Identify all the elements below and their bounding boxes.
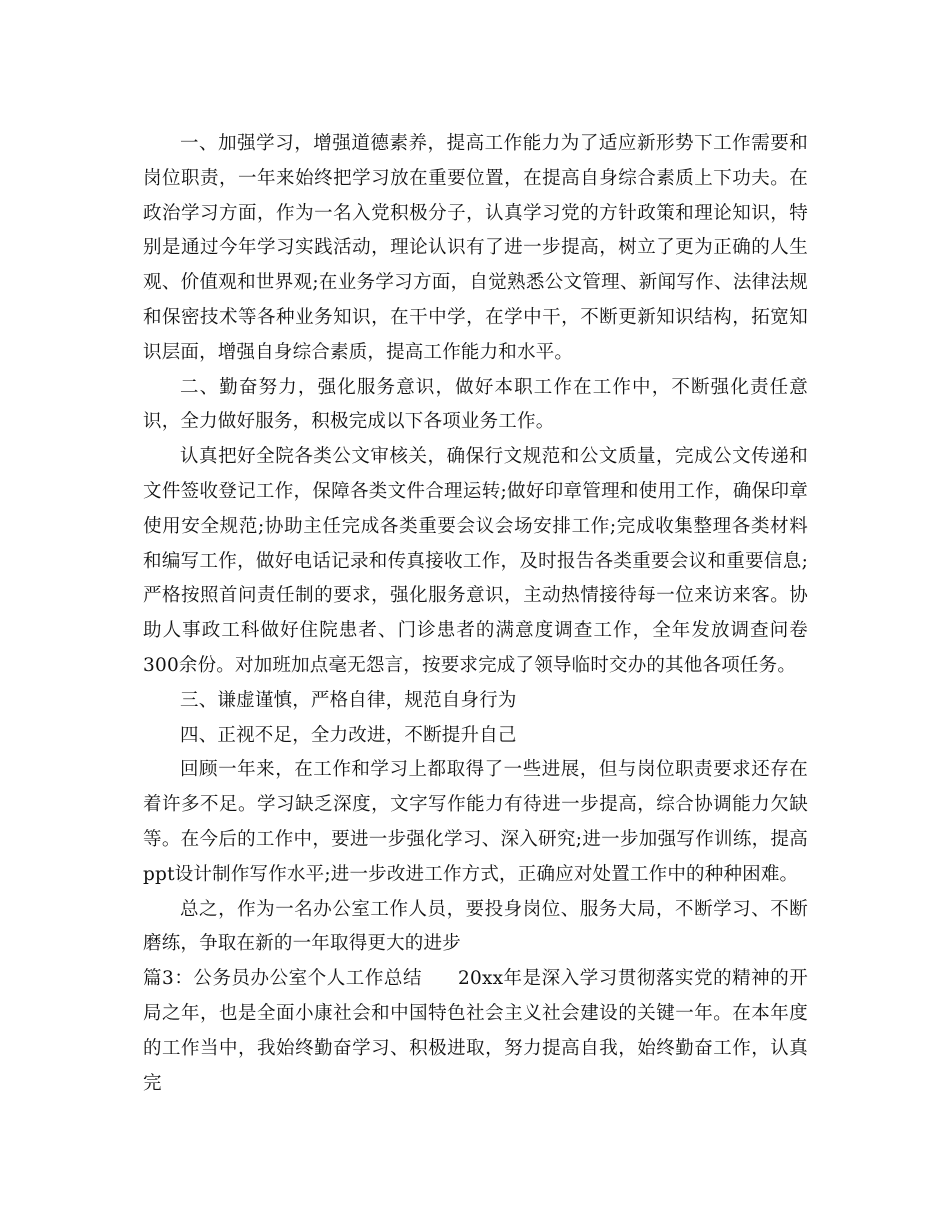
paragraph-8 — [143, 962, 808, 1101]
paragraph-6: 回顾一年来，在工作和学习上都取得了一些进展，但与岗位职责要求还存在着许多不足。学习缺乏深度，文字写作能力有待进一步提高，综合协调能力欠缺等。在今后的工作中，要进一步强化学习、深入研究;进一步加强写作训练，提高ppt设计制作写作水平;进一步改进工作方式，正确应对处置工作中的种种困难。 — [143, 759, 808, 885]
paragraph-2: 二、勤奋努力，强化服务意识，做好本职工作在工作中，不断强化责任意识，全力做好服务，积极完成以下各项业务工作。 — [143, 376, 808, 433]
paragraph-1: 一、加强学习，增强道德素养，提高工作能力为了适应新形势下工作需要和岗位职责，一年来始终把学习放在重要位置，在提高自身综合素质上下功夫。在政治学习方面，作为一名入党积极分子，认真学习党的方针政策和理论知识，特别是通过今年学习实践活动，理论认识有了进一步提高，树立了更为正确的人生观、价值观和世界观;在业务学习方面，自觉熟悉公文管理、新闻写作、法律法规和保密技术等各种业务知识，在干中学，在学中干，不断更新知识结构，拓宽知识层面，增强自身综合素质，提高工作能力和水平。 — [143, 133, 808, 363]
document-body — [143, 127, 808, 1101]
paragraph-7: 总之，作为一名办公室工作人员，要投身岗位、服务大局，不断学习、不断磨练，争取在新的一年取得更大的进步 — [143, 898, 808, 955]
paragraph-4: 三、谦虚谨慎，严格自律，规范自身行为 — [180, 689, 517, 711]
paragraph-5: 四、正视不足，全力改进，不断提升自己 — [180, 724, 517, 746]
section-body: 20xx年是深入学习贯彻落实党的精神的开局之年，也是全面小康社会和中国特色社会主义社会建设的关键一年。在本年度的工作当中，我始终勤奋学习、积极进取，努力提高自我，始终勤奋工作，认真完 — [143, 968, 808, 1094]
paragraph-3: 认真把好全院各类公文审核关，确保行文规范和公文质量，完成公文传递和文件签收登记工作，保障各类文件合理运转;做好印章管理和使用工作，确保印章使用安全规范;协助主任完成各类重要会议会场安排工作;完成收集整理各类材料和编写工作，做好电话记录和传真接收工作，及时报告各类重要会议和重要信息;严格按照首问责任制的要求，强化服务意识，主动热情接待每一位来访来客。协助人事政工科做好住院患者、门诊患者的满意度调查工作，全年发放调查问卷300余份。对加班加点毫无怨言，按要求完成了领导临时交办的其他各项任务。 — [143, 446, 808, 676]
section-heading: 篇3：公务员办公室个人工作总结 — [143, 968, 422, 990]
